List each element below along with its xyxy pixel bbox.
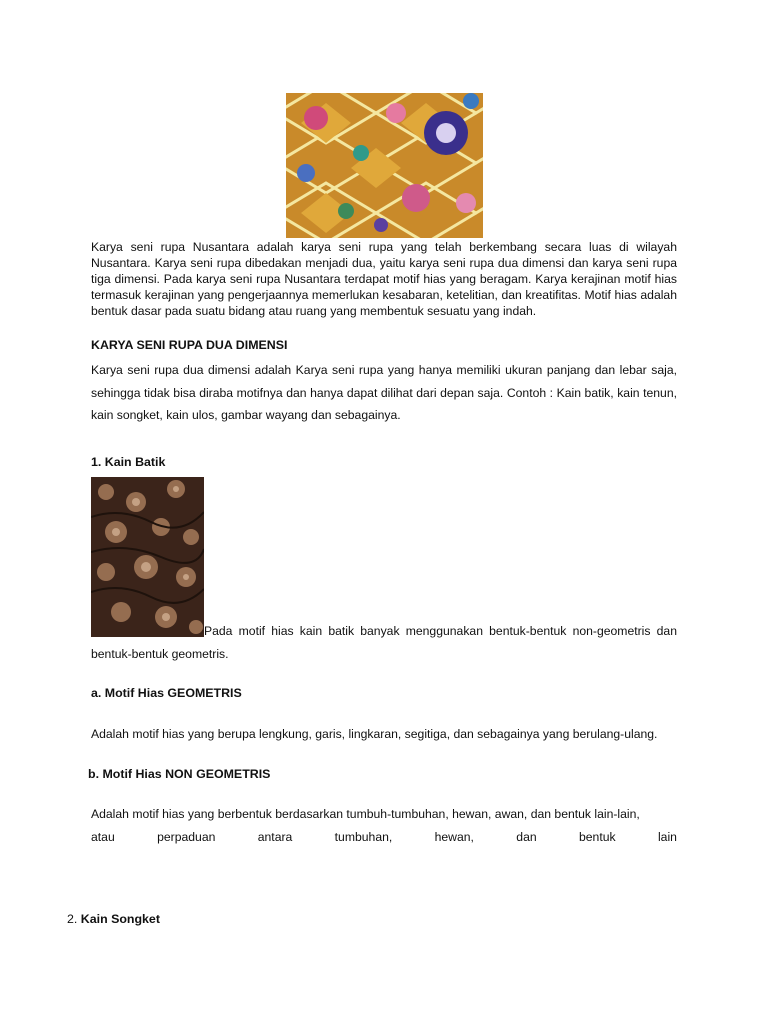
word: lain: [657, 830, 677, 844]
motif-non-geometris-heading: b. Motif Hias NON GEOMETRIS: [88, 767, 271, 781]
kain-batik-caption-line2: bentuk-bentuk geometris.: [91, 647, 229, 661]
word: antara: [257, 830, 293, 844]
motif-non-geometris-line2: [91, 830, 677, 844]
word: atau: [91, 830, 115, 844]
word: bentuk: [579, 830, 616, 844]
kain-songket-heading: [67, 912, 160, 926]
motif-non-geometris-line1: Adalah motif hias yang berbentuk berdasarkan tumbuh-tumbuhan, hewan, awan, dan bentuk lain-lain,: [91, 807, 640, 821]
kain-songket-number: 2.: [67, 912, 81, 926]
section-2d-paragraph: Karya seni rupa dua dimensi adalah Karya seni rupa yang hanya memiliki ukuran panjang dan lebar saja, sehingga tidak bisa diraba motifnya dan hanya dapat dilihat dari depan saja. Contoh : Kain batik, kain tenun, kain songket, kain ulos, gambar wayang dan sebagainya.: [91, 363, 677, 422]
batik-floral-image: [286, 93, 483, 238]
word: perpaduan: [157, 830, 216, 844]
motif-geometris-heading: a. Motif Hias GEOMETRIS: [91, 686, 242, 700]
section-heading-2d: KARYA SENI RUPA DUA DIMENSI: [91, 338, 288, 352]
kain-batik-caption-line1: Pada motif hias kain batik banyak menggunakan bentuk-bentuk non-geometris dan: [204, 624, 677, 638]
motif-geometris-paragraph: Adalah motif hias yang berupa lengkung, garis, lingkaran, segitiga, dan sebagainya yang berulang-ulang.: [91, 727, 658, 741]
intro-paragraph: Karya seni rupa Nusantara adalah karya seni rupa yang telah berkembang secara luas di wilayah Nusantara. Karya seni rupa dibedakan menjadi dua, yaitu karya seni rupa dua dimensi dan karya seni rupa tiga dimensi. Pada karya seni rupa Nusantara terdapat motif hias yang beragam. Karya kerajinan motif hias termasuk kerajinan yang pengerjaannya memerlukan kesabaran, ketelitian, dan kreatifitas. Motif hias adalah bentuk dasar pada suatu bidang atau ruang yang membentuk sesuatu yang indah.: [91, 240, 677, 318]
word: hewan,: [434, 830, 474, 844]
kain-batik-heading: 1. Kain Batik: [91, 455, 166, 469]
word: dan: [516, 830, 537, 844]
kain-batik-image: [91, 477, 204, 637]
kain-songket-title: Kain Songket: [80, 912, 160, 926]
word: tumbuhan,: [334, 830, 393, 844]
